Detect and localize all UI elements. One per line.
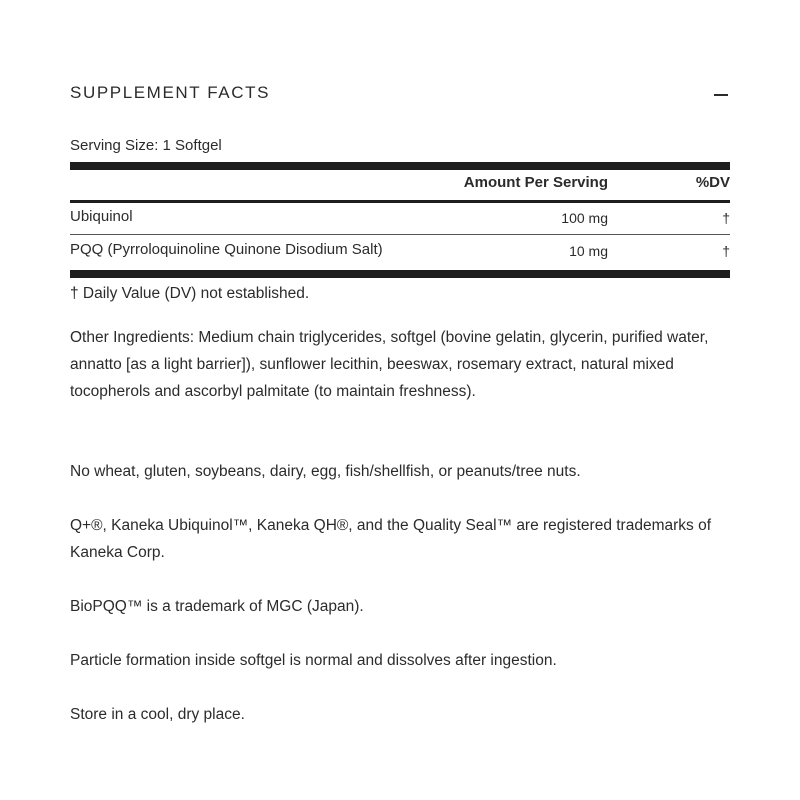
storage-note: Store in a cool, dry place.	[70, 706, 245, 723]
collapse-button[interactable]	[706, 83, 730, 107]
table-row-amount: 100 mg	[561, 210, 608, 226]
header-rule	[70, 200, 730, 203]
section-title: SUPPLEMENT FACTS	[70, 83, 271, 102]
header-amount-per-serving: Amount Per Serving	[463, 174, 608, 191]
allergen-statement: No wheat, gluten, soybeans, dairy, egg, fish/shellfish, or peanuts/tree nuts.	[70, 463, 581, 480]
table-row-name: PQQ (Pyrroloquinoline Quinone Disodium Salt)	[70, 241, 383, 258]
table-top-rule	[70, 162, 730, 170]
table-row-dv: †	[722, 210, 730, 226]
table-row-amount: 10 mg	[569, 243, 608, 259]
biopqq-trademark-note: BioPQQ™ is a trademark of MGC (Japan).	[70, 598, 364, 615]
other-ingredients: Other Ingredients: Medium chain triglycerides, softgel (bovine gelatin, glycerin, purified water, annatto [as a light barrier]), sunflower lecithin, beeswax, rosemary extract, natural mixed tocopherols and ascorbyl palmitate (to maintain freshness).	[70, 329, 709, 400]
table-row-dv: †	[722, 243, 730, 259]
header-dv: %DV	[695, 174, 730, 191]
dv-footnote: † Daily Value (DV) not established.	[70, 285, 310, 302]
table-bottom-rule	[70, 270, 730, 278]
particle-note: Particle formation inside softgel is normal and dissolves after ingestion.	[70, 652, 557, 669]
minus-icon	[714, 94, 728, 96]
section-header[interactable]	[70, 83, 730, 107]
kaneka-trademark-note: Q+®, Kaneka Ubiquinol™, Kaneka QH®, and the Quality Seal™ are registered trademarks of Kaneka Corp.	[70, 517, 712, 561]
row-divider	[70, 234, 730, 235]
table-row-name: Ubiquinol	[70, 208, 133, 225]
serving-size: Serving Size: 1 Softgel	[70, 137, 222, 154]
